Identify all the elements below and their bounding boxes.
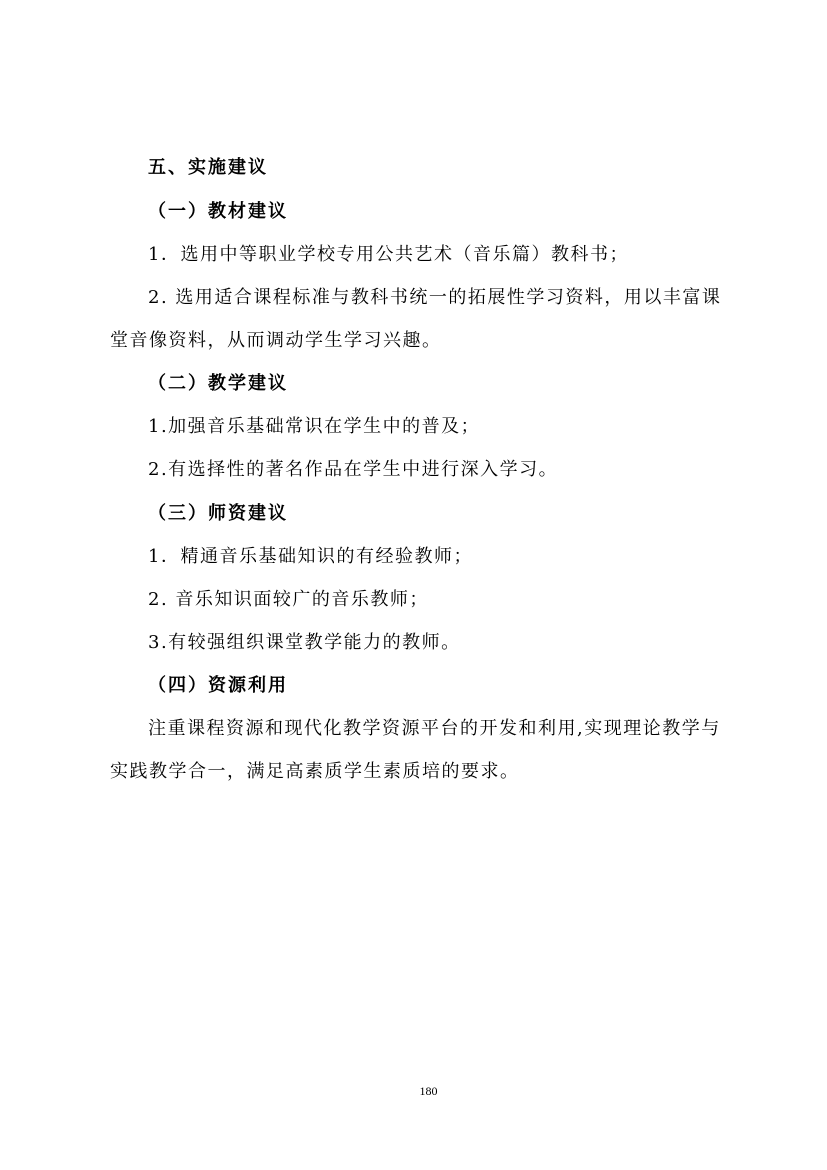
paragraph-line: 2. 选用适合课程标准与教科书统一的拓展性学习资料，用以丰富课: [148, 287, 722, 308]
paragraph-line: 2. 音乐知识面较广的音乐教师；: [148, 589, 429, 610]
paragraph-line: 1．精通音乐基础知识的有经验教师；: [148, 546, 473, 567]
paragraph-line: 1.加强音乐基础常识在学生中的普及；: [148, 416, 481, 437]
paragraph-line: 实践教学合一，满足高素质学生素质培的要求。: [110, 761, 520, 782]
subsection-heading-teaching: （二）教学建议: [148, 373, 288, 394]
subsection-heading-textbook: （一）教材建议: [148, 201, 288, 222]
subsection-heading-resources: （四）资源利用: [148, 675, 288, 696]
paragraph-line: 1．选用中等职业学校专用公共艺术（音乐篇）教科书；: [148, 244, 629, 265]
section-title: 五、实施建议: [148, 157, 268, 178]
subsection-heading-teachers: （三）师资建议: [148, 503, 288, 524]
paragraph-line: 堂音像资料，从而调动学生学习兴趣。: [110, 330, 442, 351]
paragraph-line: 2.有选择性的著名作品在学生中进行深入学习。: [148, 459, 559, 480]
paragraph-line: 注重课程资源和现代化教学资源平台的开发和利用,实现理论教学与: [148, 718, 721, 739]
page-number: 180: [419, 1084, 438, 1098]
paragraph-line: 3.有较强组织课堂教学能力的教师。: [148, 632, 461, 653]
